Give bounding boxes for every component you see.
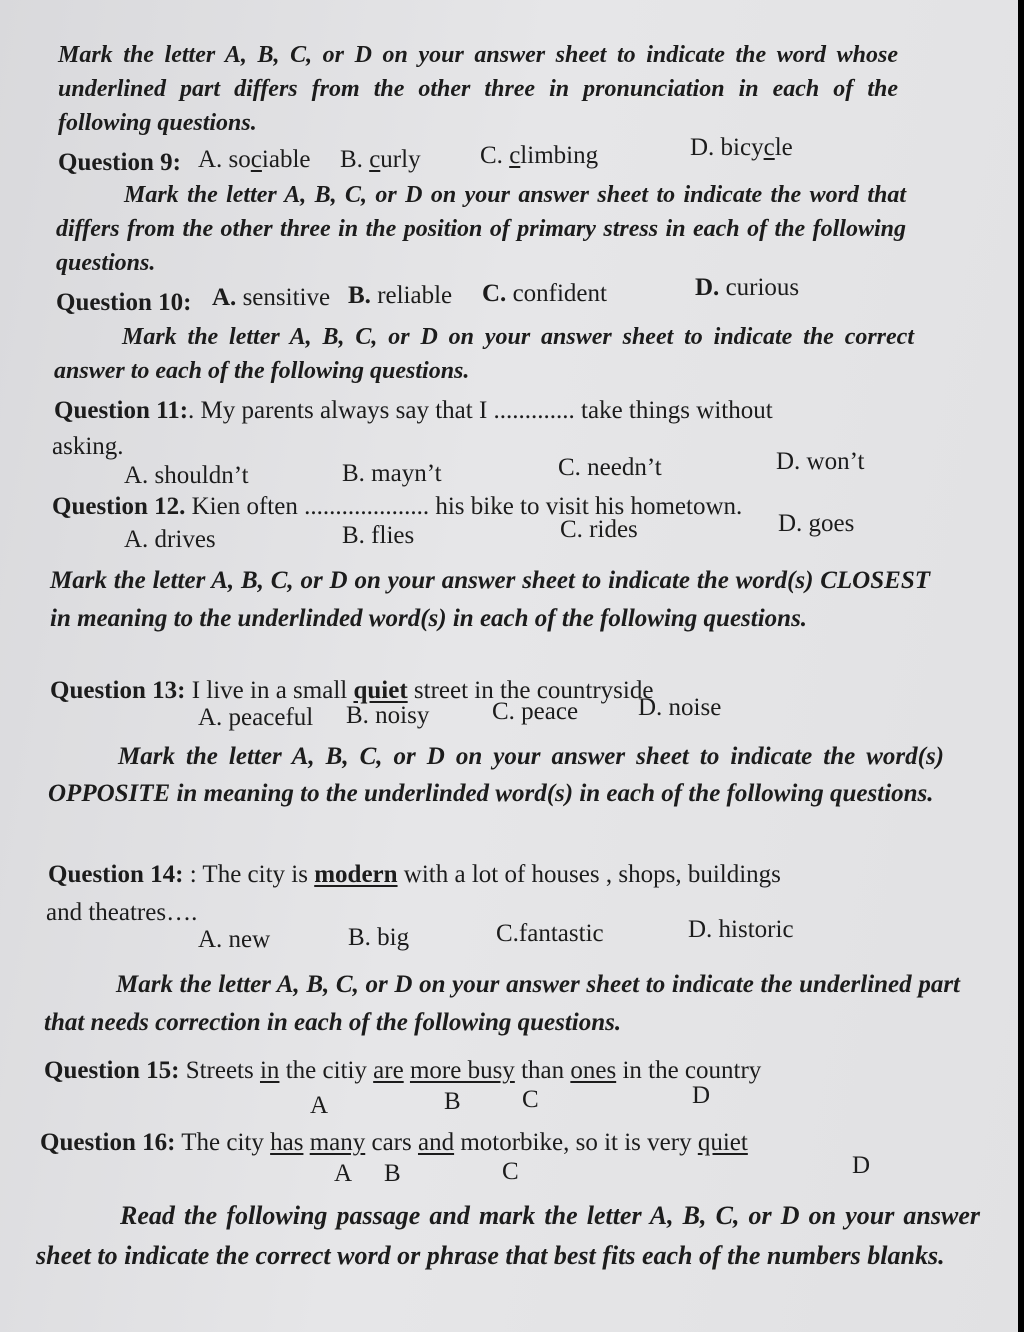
q11-option-c: C. needn’t: [558, 454, 662, 481]
q16-letter-d: D: [852, 1152, 871, 1179]
q15-letter-c: C: [522, 1086, 539, 1113]
question-label: Question 16:: [40, 1129, 176, 1156]
q11-option-b: B. mayn’t: [342, 460, 442, 487]
question-stem: I live in a small: [191, 677, 348, 704]
instruction-correct-answer: Mark the letter A, B, C, or D on your answer sheet to indicate the correct answer to each of the following questions.: [54, 324, 914, 384]
underlined-part-d: quiet: [697, 1129, 748, 1156]
q12-option-b: B. flies: [342, 522, 415, 549]
instruction-correction: Mark the letter A, B, C, or D on your answer sheet to indicate the underlined part that needs correction in each of the following questions.: [44, 971, 960, 1036]
q12-option-c: C. rides: [560, 516, 638, 543]
q10-option-d: D. curious: [695, 274, 800, 301]
q11-option-d: D. won’t: [776, 448, 865, 475]
question-label: Question 14:: [48, 861, 184, 888]
q10-option-a: A. sensitive: [212, 284, 331, 311]
q13-option-c: C. peace: [492, 698, 579, 725]
q16-letter-b: B: [384, 1160, 401, 1187]
question-16: [40, 1126, 748, 1160]
q13-option-b: B. noisy: [346, 702, 430, 729]
q12-option-d: D. goes: [778, 510, 855, 537]
underlined-part-a: has: [270, 1129, 304, 1156]
question-15: [44, 1054, 761, 1088]
question-label: Question 13:: [50, 677, 186, 704]
question-stem: . My parents always say that I ............. take things without: [188, 397, 773, 424]
instruction-closest: Mark the letter A, B, C, or D on your answer sheet to indicate the word(s) CLOSEST in meaning to the underlinded word(s) in each of the following questions.: [50, 567, 930, 632]
q13-option-d: D. noise: [638, 694, 722, 721]
question-12: [52, 490, 742, 524]
question-10: [56, 286, 191, 320]
underlined-part-c: and: [417, 1129, 455, 1156]
question-stem-end: with a lot of houses , shops, buildings: [403, 861, 781, 888]
q14-option-b: B. big: [348, 924, 410, 951]
q16-letter-c: C: [502, 1158, 519, 1185]
q14-option-a: A. new: [198, 926, 271, 953]
question-14-stem-cont: and theatres….: [46, 899, 198, 926]
text: the citiy: [285, 1057, 367, 1084]
question-stem: Kien often .................... his bike to visit his hometown.: [191, 493, 743, 520]
question-label: Question 11:: [54, 397, 189, 424]
text: Streets: [185, 1057, 254, 1084]
q9-option-a: A. sociable: [198, 146, 311, 173]
q12-option-a: A. drives: [124, 526, 216, 553]
question-14: [48, 858, 781, 892]
text: motorbike, so it is very: [460, 1129, 692, 1156]
q10-option-b: B. reliable: [348, 282, 453, 309]
question-stem-end: street in the countryside: [413, 677, 654, 704]
underlined-part-c: more busy: [409, 1057, 515, 1084]
underlined-part-d: ones: [570, 1057, 617, 1084]
q14-option-c: C.fantastic: [496, 920, 604, 947]
q16-letter-a: A: [334, 1160, 353, 1187]
question-label: Question 10:: [56, 289, 192, 316]
question-9: [58, 146, 181, 180]
q9-option-c: C. climbing: [480, 142, 599, 169]
underlined-word: quiet: [353, 677, 408, 704]
q9-option-d: D. bicycle: [690, 134, 793, 161]
text: in the country: [622, 1057, 762, 1084]
question-stem: : The city is: [189, 861, 308, 888]
question-11: [54, 394, 773, 428]
q9-option-b: B. curly: [340, 146, 421, 173]
question-11-stem-cont: asking.: [52, 433, 124, 460]
q14-option-d: D. historic: [688, 916, 794, 943]
instruction-passage: Read the following passage and mark the letter A, B, C, or D on your answer sheet to indicate the correct word or phrase that best fits each of the numbers blanks.: [36, 1201, 980, 1270]
underlined-word: modern: [314, 861, 398, 888]
text: The city: [181, 1129, 264, 1156]
q13-option-a: A. peaceful: [198, 704, 314, 731]
q15-letter-b: B: [444, 1088, 461, 1115]
q10-option-c: C. confident: [482, 280, 607, 307]
question-label: Question 9:: [58, 149, 181, 176]
underlined-part-b: are: [373, 1057, 404, 1084]
text: than: [521, 1057, 565, 1084]
q15-letter-a: A: [310, 1092, 329, 1119]
question-label: Question 12.: [52, 493, 186, 520]
q15-letter-d: D: [692, 1082, 711, 1109]
underlined-part-b: many: [309, 1129, 366, 1156]
q11-option-a: A. shouldn’t: [124, 462, 249, 489]
instruction-stress: Mark the letter A, B, C, or D on your answer sheet to indicate the word that differs from the other three in the position of primary stress in each of the following questions.: [56, 182, 906, 276]
instruction-opposite: Mark the letter A, B, C, or D on your answer sheet to indicate the word(s) OPPOSITE in meaning to the underlinded word(s) in each of the following questions.: [48, 743, 944, 807]
question-label: Question 15:: [44, 1057, 180, 1084]
underlined-part-a: in: [259, 1057, 280, 1084]
instruction-pronunciation: Mark the letter A, B, C, or D on your answer sheet to indicate the word whose underlined part differs from the other three in pronunciation in each of the following questions.: [58, 42, 898, 136]
text: cars: [371, 1129, 412, 1156]
